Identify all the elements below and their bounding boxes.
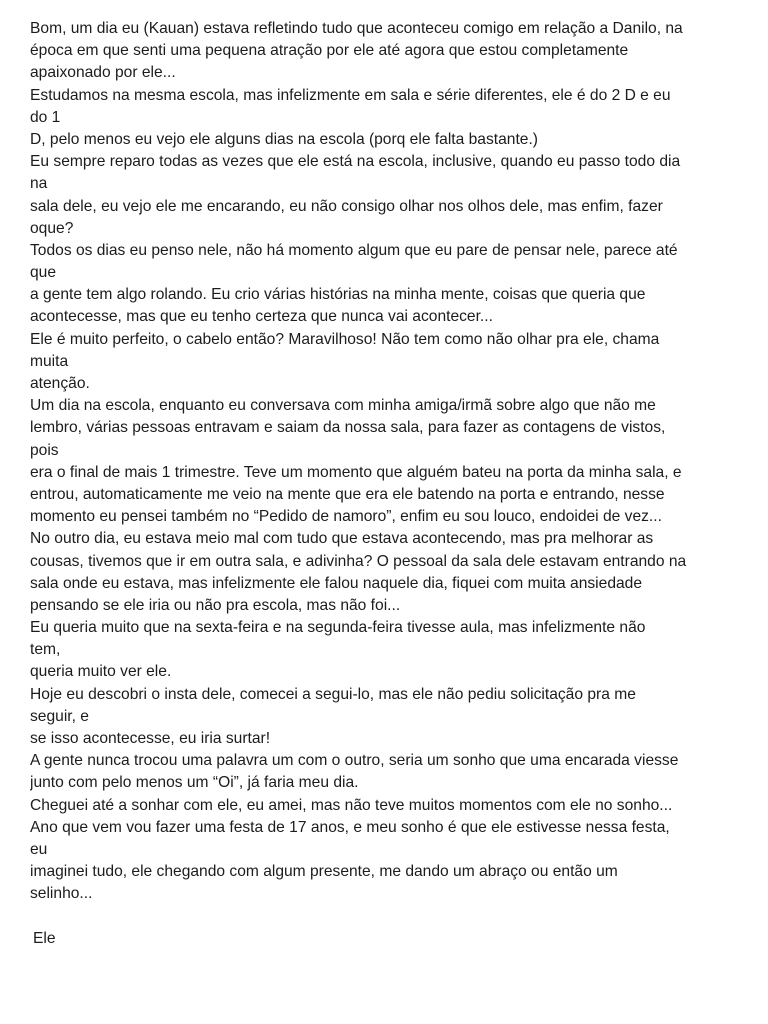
text-line: selinho... <box>30 885 93 903</box>
text-line: A gente nunca trocou uma palavra um com o outro, seria um sonho que uma encarada viesse <box>30 752 679 770</box>
text-line: Hoje eu descobri o insta dele, comecei a segui-lo, mas ele não pediu solicitação pra me <box>30 685 636 703</box>
text-line: eu <box>30 840 48 858</box>
text-line: sala dele, eu vejo ele me encarando, eu não consigo olhar nos olhos dele, mas enfim, fazer <box>30 197 663 215</box>
text-line: era o final de mais 1 trimestre. Teve um momento que alguém bateu na porta da minha sala, e <box>30 463 682 481</box>
text-line: muita <box>30 352 69 370</box>
text-line: a gente tem algo rolando. Eu crio várias histórias na minha mente, coisas que queria que <box>30 286 646 304</box>
text-line: Todos os dias eu penso nele, não há momento algum que eu pare de pensar nele, parece até <box>30 241 678 259</box>
text-line: época em que senti uma pequena atração por ele até agora que estou completamente <box>30 42 629 60</box>
text-line: acontecesse, mas que eu tenho certeza que nunca vai acontecer... <box>30 308 493 326</box>
text-line: Eu queria muito que na sexta-feira e na segunda-feira tivesse aula, mas infelizmente não <box>30 619 646 637</box>
text-line: Um dia na escola, enquanto eu conversava com minha amiga/irmã sobre algo que não me <box>30 397 656 415</box>
text-line: lembro, várias pessoas entravam e saiam da nossa sala, para fazer as contagens de vistos, <box>30 419 666 437</box>
text-line: que <box>30 264 57 282</box>
text-line: pois <box>30 441 59 459</box>
text-line: Ele é muito perfeito, o cabelo então? Maravilhoso! Não tem como não olhar pra ele, chama <box>30 330 660 348</box>
text-line: Eu sempre reparo todas as vezes que ele está na escola, inclusive, quando eu passo todo dia <box>30 153 681 171</box>
text-line: pensando se ele iria ou não pra escola, mas não foi... <box>30 596 401 614</box>
text-line: atenção. <box>30 375 90 392</box>
text-line: Ano que vem vou fazer uma festa de 17 anos, e meu sonho é que ele estivesse nessa festa, <box>30 818 670 836</box>
text-line: tem, <box>30 641 61 659</box>
text-line: Cheguei até a sonhar com ele, eu amei, mas não teve muitos momentos com ele no sonho... <box>30 796 673 814</box>
text-line: Ele <box>33 929 56 947</box>
text-line: oque? <box>30 219 74 237</box>
text-line: cousas, tivemos que ir em outra sala, e adivinha? O pessoal da sala dele estavam entrando na <box>30 552 687 570</box>
text-line: entrou, automaticamente me veio na mente que era ele batendo na porta e entrando, nesse <box>30 485 665 503</box>
text-line: D, pelo menos eu vejo ele alguns dias na escola (porq ele falta bastante.) <box>30 130 538 148</box>
text-line: do 1 <box>30 108 61 126</box>
text-line: seguir, e <box>30 707 89 725</box>
text-line: No outro dia, eu estava meio mal com tudo que estava acontecendo, mas pra melhorar as <box>30 530 654 548</box>
text-line: na <box>30 175 48 193</box>
text-line: apaixonado por ele... <box>30 64 176 82</box>
text-line: sala onde eu estava, mas infelizmente ele falou naquele dia, fiquei com muita ansiedade <box>30 574 643 592</box>
blank-line <box>30 906 756 928</box>
text-line: imaginei tudo, ele chegando com algum presente, me dando um abraço ou então um <box>30 863 618 881</box>
text-line: queria muito ver ele. <box>30 663 172 681</box>
text-line: junto com pelo menos um “Oi”, já faria meu dia. <box>30 774 359 792</box>
text-line: Bom, um dia eu (Kauan) estava refletindo tudo que aconteceu comigo em relação a Danilo, na <box>30 20 683 37</box>
text-line: se isso acontecesse, eu iria surtar! <box>30 730 271 747</box>
text-line: momento eu pensei também no “Pedido de namoro”, enfim eu sou louco, endoidei de vez... <box>30 508 662 526</box>
text-line: Estudamos na mesma escola, mas infelizmente em sala e série diferentes, ele é do 2 D e eu <box>30 86 671 104</box>
